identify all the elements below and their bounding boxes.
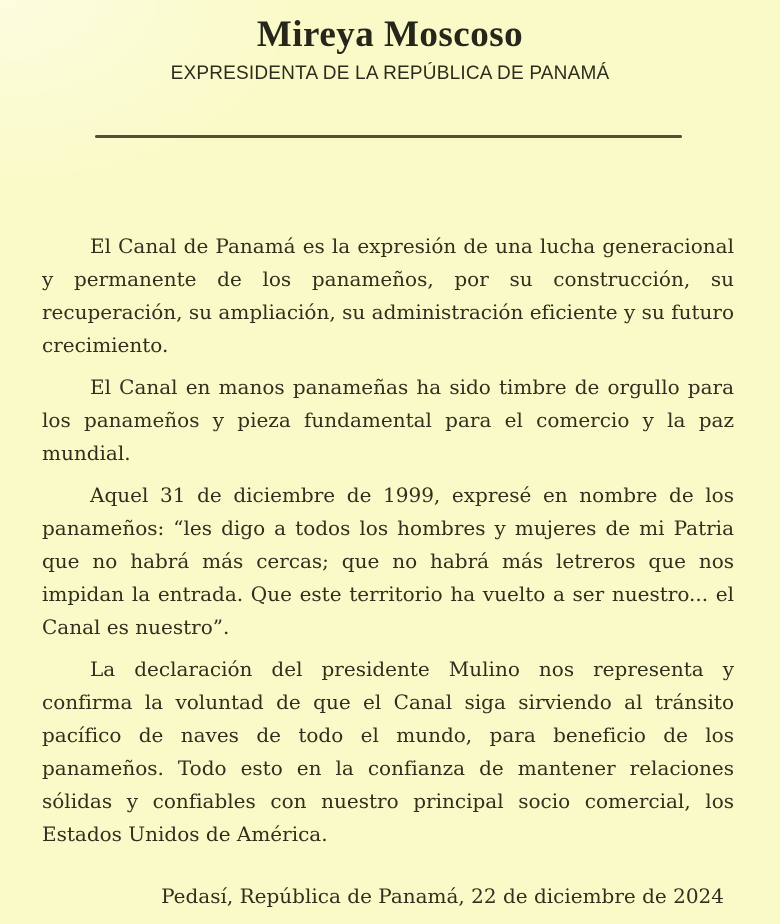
letterhead-name: Mireya Moscoso xyxy=(256,14,524,55)
dateline: Pedasí, República de Panamá, 22 de diciembre de 2024 xyxy=(161,884,724,908)
paragraph-4: La declaración del presidente Mulino nos representa y confirma la voluntad de que el Canal siga sirviendo al tránsito pacífico de naves de todo el mundo, para beneficio de los panameños. Todo esto en la confianza de mantener relaciones sólidas y confiables con nuestro principal socio comercial, los Estados Unidos de América. xyxy=(42,657,734,846)
letterhead-role: EXPRESIDENTA DE LA REPÚBLICA DE PANAMÁ xyxy=(170,63,610,84)
paragraph-1: El Canal de Panamá es la expresión de una lucha generacional y permanente de los panameños, por su construcción, su recuperación, su ampliación, su administración eficiente y su futuro crecimiento. xyxy=(42,234,734,357)
paragraph-3: Aquel 31 de diciembre de 1999, expresé en nombre de los panameños: “les digo a todos los hombres y mujeres de mi Patria que no habrá más cercas; que no habrá más letreros que nos impidan la entrada. Que este territorio ha vuelto a ser nuestro... el Canal es nuestro”. xyxy=(42,483,734,639)
letterhead xyxy=(0,14,780,138)
paragraph-2: El Canal en manos panameñas ha sido timbre de orgullo para los panameños y pieza fundamental para el comercio y la paz mundial. xyxy=(42,375,734,465)
letter-body xyxy=(0,230,780,911)
letterhead-divider xyxy=(95,135,682,138)
